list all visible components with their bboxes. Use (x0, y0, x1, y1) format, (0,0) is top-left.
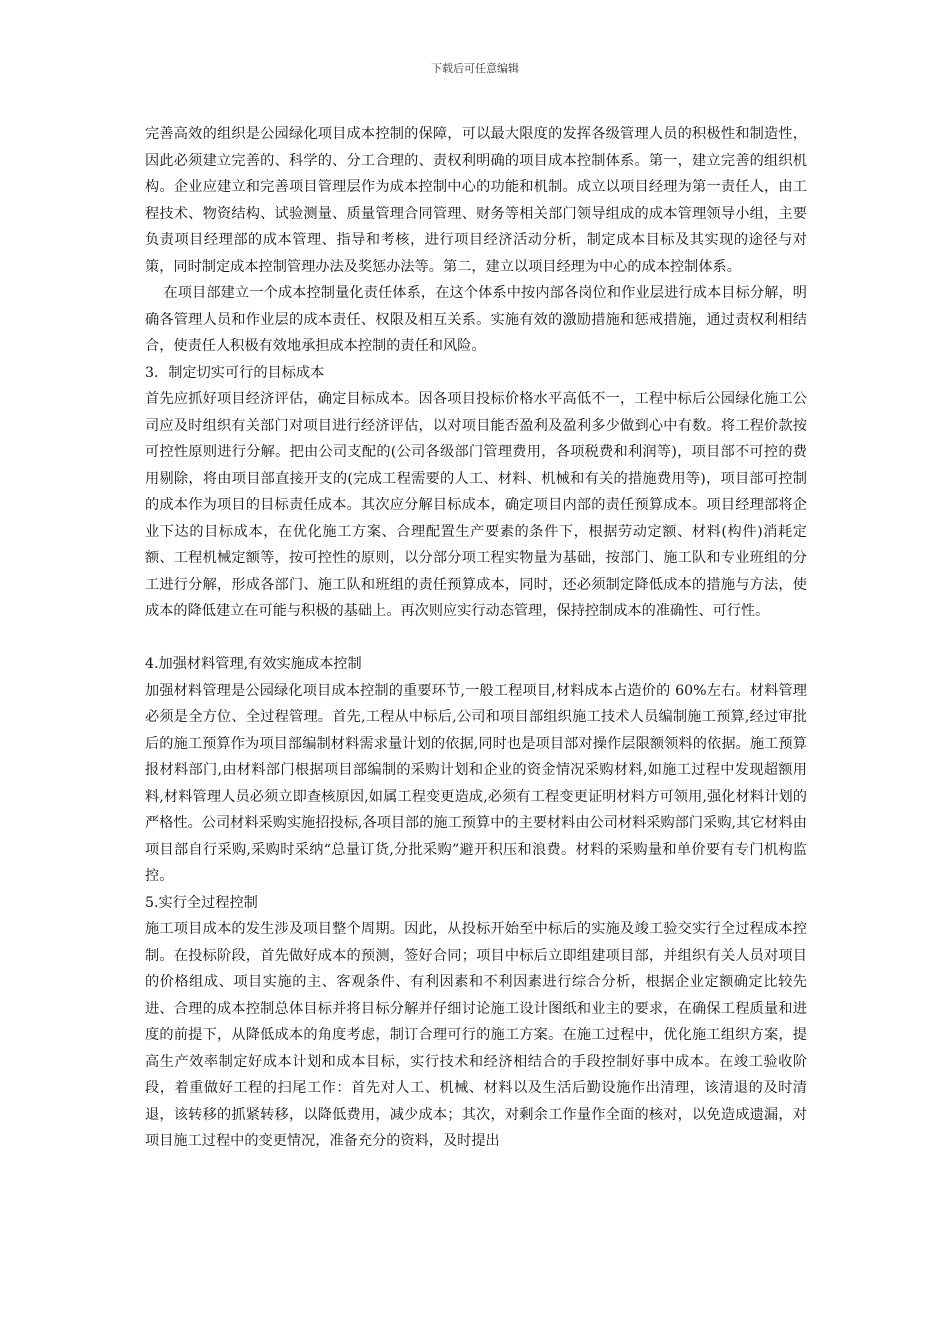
section-heading-3: 3．制定切实可行的目标成本 (145, 364, 325, 381)
document-body (145, 121, 807, 1155)
paragraph-material-management: 加强材料管理是公园绿化项目成本控制的重要环节,一般工程项目,材料成本占造价的 60%左右。材料管理必须是全方位、全过程管理。首先,工程从中标后,公司和项目部组织施工技术人员编制施工预算,经过审批后的施工预算作为项目部编制材料需求量计划的依据,同时也是项目部对操作层限额领料的依据。施工预算报材料部门,由材料部门根据项目部编制的采购计划和企业的资金情况采购材料,如施工过程中发现超额用料,材料管理人员必须立即查核原因,如属工程变更造成,必须有工程变更证明材料方可领用,强化材料计划的严格性。公司材料采购实施招投标,各项目部的施工预算中的主要材料由公司材料采购部门采购,其它材料由项目部自行采购,采购时采纳“总量订货,分批采购”避开积压和浪费。材料的采购量和单价要有专门机构监控。 (145, 682, 807, 884)
page-header: 下载后可任意编辑 (431, 62, 519, 75)
paragraph-organization: 完善高效的组织是公园绿化项目成本控制的保障，可以最大限度的发挥各级管理人员的积极性和制造性，因此必须建立完善的、科学的、分工合理的、责权利明确的项目成本控制体系。第一，建立完善的组织机构。企业应建立和完善项目管理层作为成本控制中心的功能和机制。成立以项目经理为第一责任人，由工程技术、物资结构、试验测量、质量管理合同管理、财务等相关部门领导组成的成本管理领导小组，主要负责项目经理部的成本管理、指导和考核，进行项目经济活动分析，制定成本目标及其实现的途径与对策，同时制定成本控制管理办法及奖惩办法等。第二，建立以项目经理为中心的成本控制体系。 (145, 126, 807, 275)
paragraph-full-process-control: 施工项目成本的发生涉及项目整个周期。因此，从投标开始至中标后的实施及竣工验交实行全过程成本控制。在投标阶段，首先做好成本的预测，签好合同；项目中标后立即组建项目部，并组织有关人员对项目的价格组成、项目实施的主、客观条件、有利因素和不利因素进行综合分析，根据企业定额确定比较先进、合理的成本控制总体目标并将目标分解并仔细讨论施工设计图纸和业主的要求，在确保工程质量和进度的前提下，从降低成本的角度考虑，制订合理可行的施工方案。在施工过程中，优化施工组织方案，提高生产效率制定好成本计划和成本目标，实行技术和经济相结合的手段控制好事中成本。在竣工验收阶段，着重做好工程的扫尾工作：首先对人工、机械、材料以及生活后勤设施作出清理，该清退的及时清退，该转移的抓紧转移，以降低费用，减少成本；其次，对剩余工作量作全面的核对，以免造成遗漏，对项目施工过程中的变更情况，准备充分的资料，及时提出 (145, 921, 807, 1149)
paragraph-target-cost: 首先应抓好项目经济评估，确定目标成本。因各项目投标价格水平高低不一，工程中标后公园绿化施工公司应及时组织有关部门对项目进行经济评估，以对项目能否盈利及盈利多少做到心中有数。将工程价款按可控性原则进行分解。把由公司支配的(公司各级部门管理费用，各项税费和利润等)，项目部不可控的费用剔除，将由项目部直接开支的(完成工程需要的人工、材料、机械和有关的措施费用等)，项目部可控制的成本作为项目的目标责任成本。其次应分解目标成本，确定项目内部的责任预算成本。项目经理部将企业下达的目标成本，在优化施工方案、合理配置生产要素的条件下，根据劳动定额、材料(构件)消耗定额、工程机械定额等，按可控性的原则，以分部分项工程实物量为基础，按部门、施工队和专业班组的分工进行分解，形成各部门、施工队和班组的责任预算成本，同时，还必须制定降低成本的措施与方法，使成本的降低建立在可能与积极的基础上。再次则应实行动态管理，保持控制成本的准确性、可行性。 (145, 391, 807, 619)
section-heading-4: 4.加强材料管理,有效实施成本控制 (145, 656, 362, 672)
section-heading-5: 5.实行全过程控制 (145, 894, 258, 911)
blank-line (145, 625, 807, 652)
paragraph-responsibility-system: 在项目部建立一个成本控制量化责任体系，在这个体系中按内部各岗位和作业层进行成本目标分解，明确各管理人员和作业层的成本责任、权限及相互关系。实施有效的激励措施和惩戒措施，通过责权利相结合，使责任人积极有效地承担成本控制的责任和风险。 (145, 285, 807, 354)
